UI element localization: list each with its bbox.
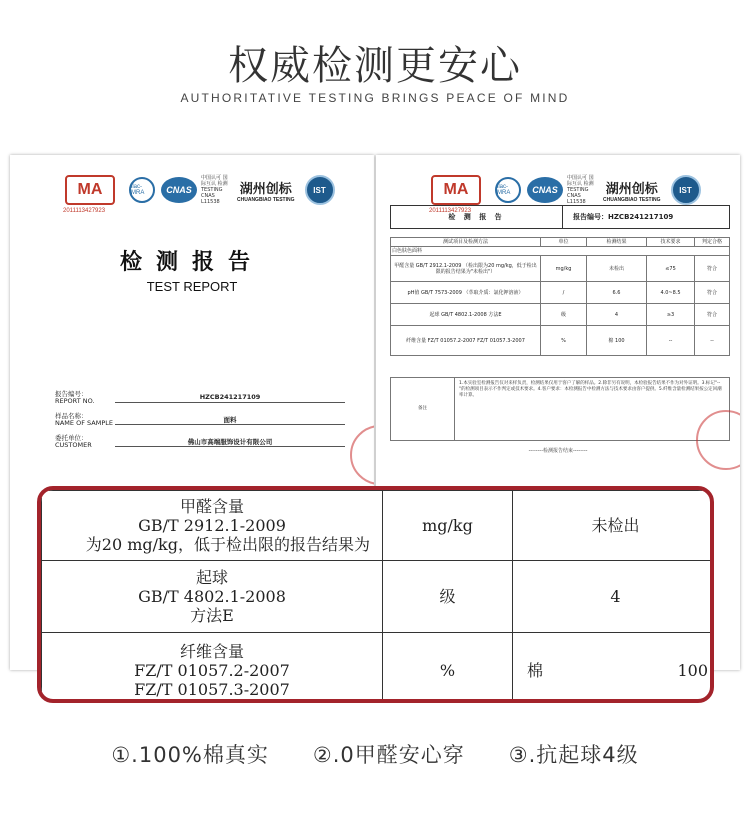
notes-label: 备注 — [391, 378, 455, 440]
table-section-row: 白色肤色面料 — [391, 247, 730, 256]
page-title: 权威检测更安心 — [228, 43, 522, 89]
result-cell: 4 — [513, 561, 715, 633]
cover-field-report-no: 报告编号： REPORT NO. HZCB241217109 — [55, 391, 345, 413]
cnas-logo: CNAS — [527, 177, 563, 203]
cma-logo: MA 2011113427923 — [65, 175, 115, 205]
table-row: 甲醛含量 GB/T 2912.1-2009 （检出限为20 mg/kg，低于检出限的报告结果为"未检出"） mg/kg 未检出 ≤75 符合 — [391, 256, 730, 282]
report-header-box — [390, 205, 730, 229]
table-row — [42, 561, 715, 633]
cnas-logo: CNAS — [161, 177, 197, 203]
ist-logo: IST — [671, 175, 701, 205]
report-end-line: --------检测报告结束-------- — [528, 448, 588, 454]
ist-logo: IST — [305, 175, 335, 205]
result-cell — [513, 633, 715, 704]
report-notes — [390, 377, 730, 441]
report-header-title: 检 测 报 告 — [391, 206, 563, 228]
fiber-name: 棉 — [527, 660, 544, 680]
ilac-logo: ilac-MRA — [129, 177, 155, 203]
report-number: 报告编号：HZCB241217109 — [573, 213, 674, 221]
table-header-row: 测试项目及检测方法 单位 检测结果 技术要求 判定合格 — [391, 238, 730, 247]
item-cell: 纤维含量 FZ/T 01057.2-2007 FZ/T 01057.3-2007 — [42, 633, 383, 704]
item-cell: 甲醛含量 GB/T 2912.1-2009 为20 mg/kg，低于检出限的报告结果为 — [42, 491, 383, 561]
table-row: 纤维含量 FZ/T 01057.2-2007 FZ/T 01057.3-2007 % 棉 100 -- -- — [391, 326, 730, 356]
zoomed-results-panel — [37, 486, 714, 703]
zoomed-results-table — [41, 490, 714, 703]
table-row: pH值 GB/T 7573-2009 （萃取介质：氯化钾溶液） / 6.6 4.0~8.5 符合 — [391, 282, 730, 304]
cover-subtitle: TEST REPORT — [146, 279, 238, 294]
cnas-note: 中国认可 国际互认 检测 TESTING CNAS L11538 — [201, 175, 228, 205]
cover-fields — [55, 391, 345, 457]
table-row — [42, 491, 715, 561]
official-stamp — [350, 425, 374, 485]
results-logo-bar — [429, 173, 701, 214]
cover-field-sample: 样品名称： NAME OF SAMPLE 面料 — [55, 413, 345, 435]
feature-list — [0, 739, 750, 769]
fiber-percent: 100 — [677, 660, 708, 680]
ilac-logo: ilac-MRA — [495, 177, 521, 203]
unit-cell: mg/kg — [383, 491, 513, 561]
cma-logo: MA 2011113427923 — [431, 175, 481, 205]
feature-pilling: ③.抗起球4级 — [508, 743, 639, 767]
item-cell: 起球 GB/T 4802.1-2008 方法E — [42, 561, 383, 633]
lab-logo: 湖州创标 CHUANGBIAO TESTING — [237, 181, 295, 203]
results-table — [390, 237, 730, 356]
cover-title: 检测报告 — [119, 250, 264, 275]
notes-text: 1.本实验室检测报告仅对来样负责，检测结果仅用于客户了解的样品。2.除非另有说明，本检验报告结果不作为对外证明。3.标记"--"的检测项目表示不作判定或技术要求。4.客户要求：本检测报告中检测方法与技术要求由客户提供。5.纤维含量检测结果按公定回潮率计算。 — [459, 381, 722, 398]
feature-formaldehyde: ②.0甲醛安心穿 — [312, 743, 465, 767]
table-row — [42, 633, 715, 704]
feature-cotton: ①.100%棉真实 — [111, 743, 269, 767]
result-cell: 未检出 — [513, 491, 715, 561]
page-subtitle: AUTHORITATIVE TESTING BRINGS PEACE OF MIND — [180, 91, 570, 105]
unit-cell: 级 — [383, 561, 513, 633]
table-row: 起球 GB/T 4802.1-2008 方法E 级 4 ≥3 符合 — [391, 304, 730, 326]
cover-logo-bar — [63, 173, 335, 214]
cnas-note: 中国认可 国际互认 检测 TESTING CNAS L11538 — [567, 175, 594, 205]
cover-field-customer: 委托单位： CUSTOMER 佛山市高端服饰设计有限公司 — [55, 435, 345, 457]
lab-logo: 湖州创标 CHUANGBIAO TESTING — [603, 181, 661, 203]
unit-cell: % — [383, 633, 513, 704]
